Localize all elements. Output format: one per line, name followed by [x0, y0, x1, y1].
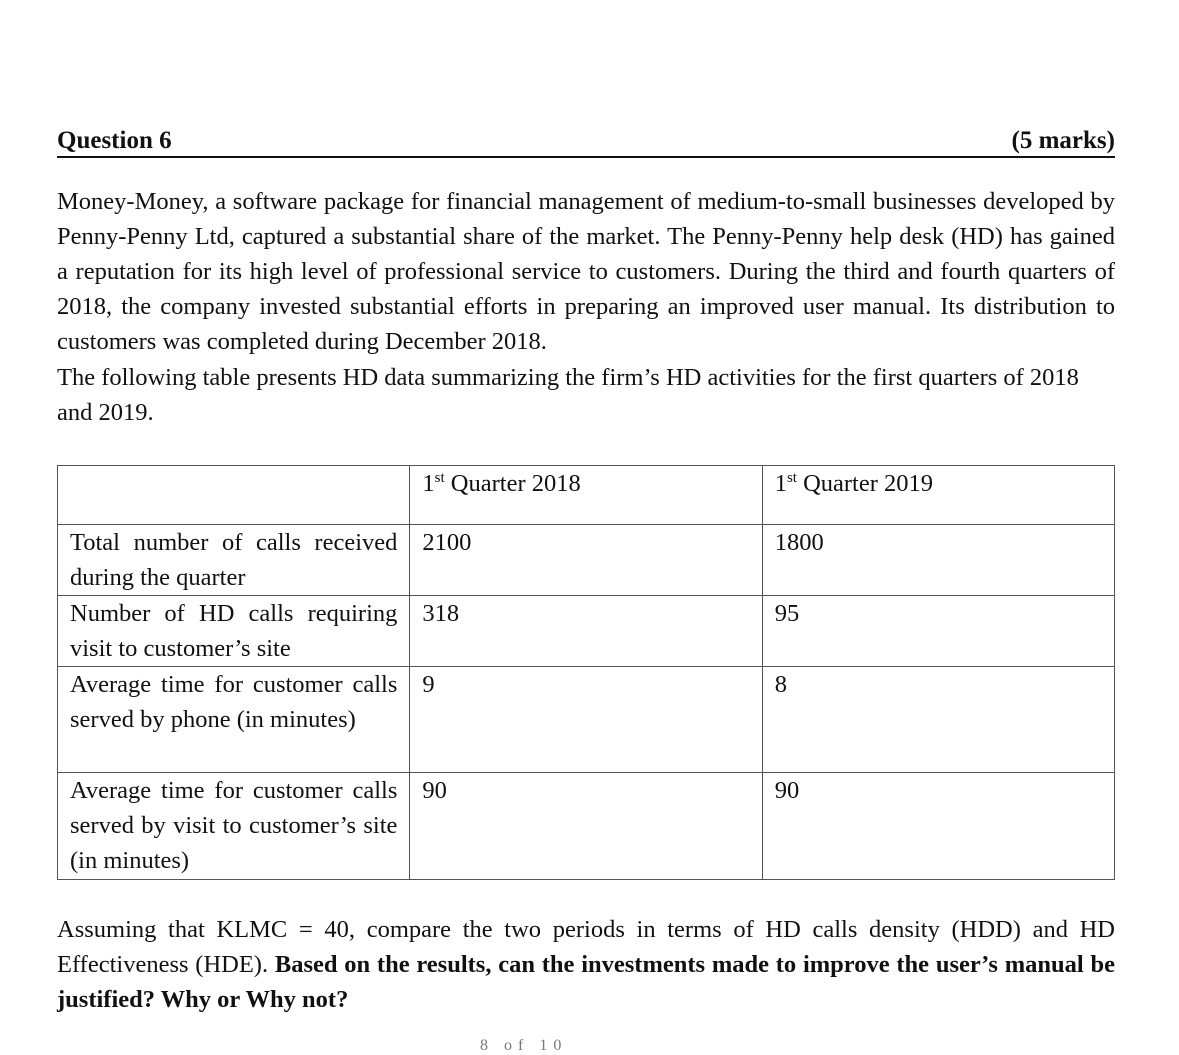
question-title: Question 6: [57, 127, 172, 154]
row-value-q2019: 1800: [762, 525, 1114, 596]
task-text: Assuming that KLMC = 40, compare the two periods in terms of HD calls density (HDD) and HD Effectiveness (HDE).: [57, 916, 1115, 978]
table-header-q2018: [410, 466, 762, 525]
row-value-q2018: 9: [410, 667, 762, 773]
task-question-bold: Based on the results, can the investments made to improve the user’s manual be justified? Why or Why not?: [57, 951, 1115, 1013]
intro-paragraph: Money-Money, a software package for financial management of medium-to-small businesses developed by Penny-Penny Ltd, captured a substantial share of the market. The Penny-Penny help desk (HD) has gained a reputation for its high level of professional service to customers. During the third and fourth quarters of 2018, the company invested substantial efforts in preparing an improved user manual. Its distribution to customers was completed during December 2018.: [57, 188, 1115, 355]
row-label: Average time for customer calls served by phone (in minutes): [58, 667, 410, 773]
table-intro-paragraph: The following table presents HD data summarizing the firm’s HD activities for the first quarters of 2018 and 2019.: [57, 364, 1079, 426]
row-value-q2019: 8: [762, 667, 1114, 773]
header-q2019-number: 1: [774, 470, 787, 497]
table-row: [58, 773, 1115, 880]
row-value-q2019: 95: [762, 596, 1114, 667]
page-number-fragment: 8 of 10: [480, 1037, 568, 1054]
row-value-q2019: 90: [762, 773, 1114, 880]
question-header: [57, 126, 1115, 158]
row-value-q2018: 2100: [410, 525, 762, 596]
table-row: [58, 667, 1115, 773]
header-q2018-number: 1: [422, 470, 435, 497]
row-value-q2018: 90: [410, 773, 762, 880]
row-value-q2018: 318: [410, 596, 762, 667]
row-label: Total number of calls received during the quarter: [58, 525, 410, 596]
task-paragraph: [57, 912, 1115, 1017]
table-row: [58, 596, 1115, 667]
question-marks: (5 marks): [1011, 127, 1115, 154]
header-q2019-text: Quarter 2019: [796, 470, 934, 497]
header-q2018-suffix: st: [434, 469, 445, 486]
table-header-q2019: [762, 466, 1114, 525]
table-header-empty-cell: [58, 466, 410, 525]
table-header-row: [58, 466, 1115, 525]
row-label: Average time for customer calls served by visit to customer’s site (in minutes): [58, 773, 410, 880]
table-row: [58, 525, 1115, 596]
header-q2018-text: Quarter 2018: [444, 470, 581, 497]
header-q2019-suffix: st: [786, 469, 797, 486]
help-desk-data-table: [57, 465, 1115, 880]
row-label: Number of HD calls requiring visit to customer’s site: [58, 596, 410, 667]
